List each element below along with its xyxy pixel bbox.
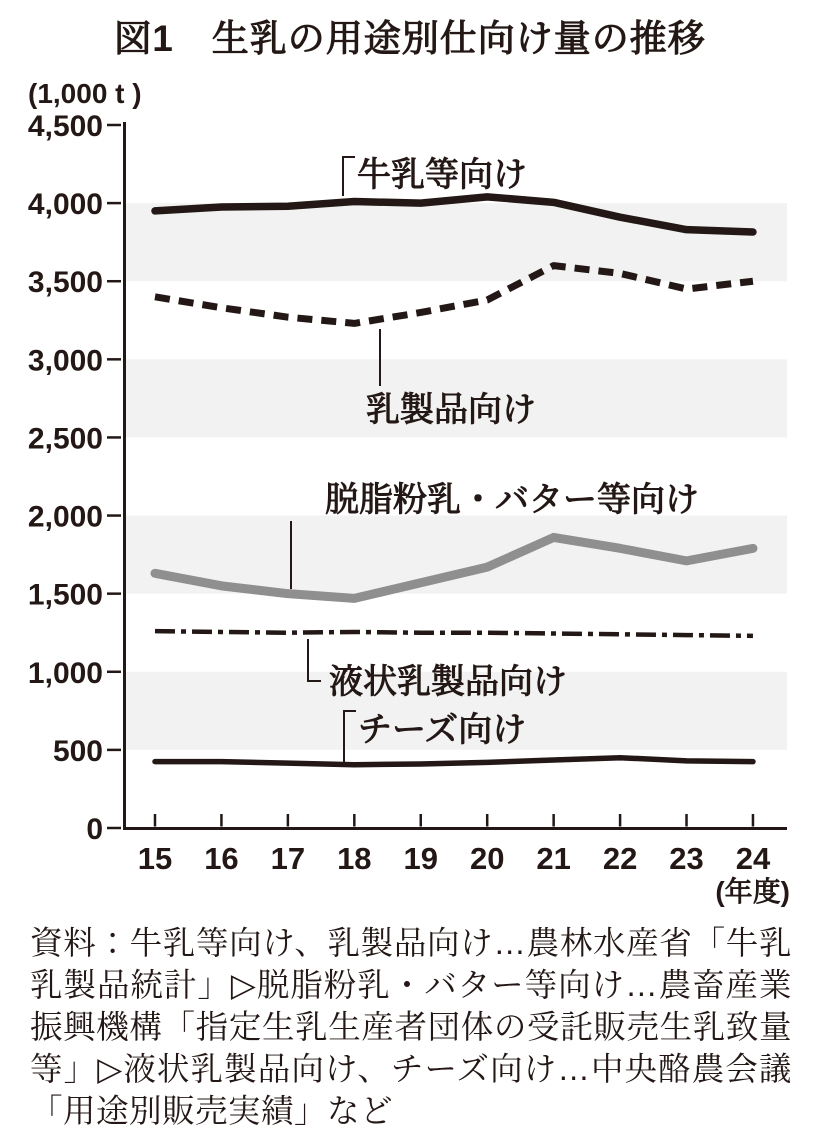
x-axis-ticks bbox=[138, 814, 771, 876]
source-note: 資料：牛乳等向け、乳製品向け…農林水産省「牛乳乳製品統計」▷脱脂粉乳・バター等向け…農畜産業振興機構「指定生乳生産者団体の受託販売生乳致量等」▷液状乳製品向け、チーズ向け…中央酪農会議「用途別販売実績」など bbox=[30, 925, 792, 1129]
series-line-cheese bbox=[155, 758, 753, 765]
x-tick-label: 17 bbox=[270, 841, 306, 876]
y-axis-unit-label: (1,000 t ) bbox=[28, 78, 142, 109]
y-tick-label: 2,000 bbox=[27, 500, 103, 534]
y-tick-label: 3,000 bbox=[27, 344, 103, 378]
annotation-label-skim-butter: 脱脂粉乳・バター等向け bbox=[325, 481, 699, 519]
x-tick-label: 24 bbox=[735, 841, 771, 876]
annotation-label-cheese: チーズ向け bbox=[358, 711, 527, 749]
x-tick-label: 23 bbox=[669, 841, 704, 876]
x-tick-label: 20 bbox=[469, 841, 505, 876]
y-tick-label: 3,500 bbox=[27, 266, 103, 300]
x-tick-label: 22 bbox=[602, 841, 638, 876]
chart-title: 図1 生乳の用途別仕向け量の推移 bbox=[114, 18, 706, 59]
y-tick-label: 1,500 bbox=[27, 578, 103, 612]
y-tick-label: 4,500 bbox=[27, 110, 103, 143]
x-tick-label: 19 bbox=[403, 841, 439, 876]
y-tick-label: 500 bbox=[52, 734, 103, 768]
y-tick-label: 4,000 bbox=[27, 188, 103, 222]
annotation-label-dairy-products: 乳製品向け bbox=[366, 391, 536, 429]
x-tick-label: 18 bbox=[337, 841, 372, 876]
series-line-liquid-dairy bbox=[155, 631, 753, 636]
x-axis-unit-label: (年度) bbox=[715, 876, 790, 907]
x-tick-label: 15 bbox=[137, 841, 173, 876]
annotation-label-liquid-dairy: 液状乳製品向け bbox=[329, 663, 567, 701]
x-tick-label: 16 bbox=[204, 841, 239, 876]
grid-band bbox=[125, 203, 788, 281]
y-axis-ticks bbox=[28, 110, 121, 846]
y-tick-label: 2,500 bbox=[27, 422, 103, 456]
y-tick-label: 1,000 bbox=[27, 656, 103, 690]
annotation-label-milk: 牛乳等向け bbox=[357, 156, 527, 194]
y-tick-label: 0 bbox=[86, 813, 103, 846]
x-tick-label: 21 bbox=[536, 841, 571, 876]
annotation-leader-milk bbox=[343, 157, 355, 196]
